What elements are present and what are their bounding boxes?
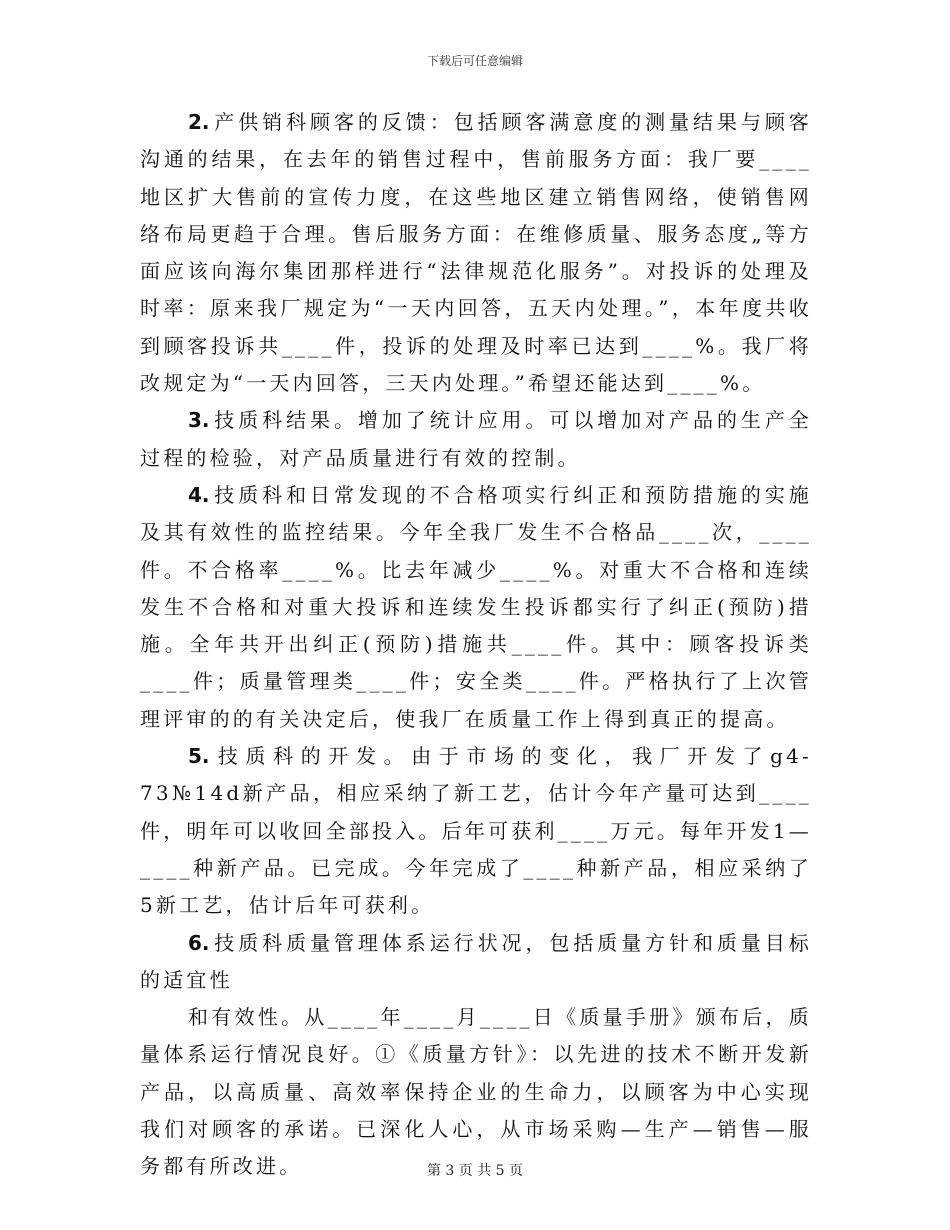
page-header: 下载后可任意编辑 <box>426 54 523 68</box>
paragraph-text: 技质科质量管理体系运行状况，包括质量方针和质量目标的适宜性 <box>140 930 812 992</box>
paragraph-text: 产供销科顾客的反馈：包括顾客满意度的测量结果与顾客沟通的结果，在去年的销售过程中，售前服务方面：我厂要____地区扩大售前的宣传力度，在这些地区建立销售网络，使销售网络布局更趋于合理。售后服务方面：在维修质量、服务态度„等方面应该向海尔集团那样进行“法律规范化服务”。对投诉的处理及时率：原来我厂规定为“一天内回答，五天内处理。”，本年度共收到顾客投诉共____件，投诉的处理及时率已达到____%。我厂将改规定为“一天内回答，三天内处理。”希望还能达到____%。 <box>140 110 812 396</box>
paragraph-number: 6. <box>188 930 210 955</box>
paragraph-6 <box>140 925 812 1000</box>
paragraph-3 <box>140 402 812 477</box>
paragraph-number: 5. <box>188 744 210 769</box>
paragraph-6-continued <box>140 999 812 1185</box>
paragraph-text: 和有效性。从____年____月____日《质量手册》颁布后，质量体系运行情况良好。①《质量方针》：以先进的技术不断开发新产品，以高质量、高效率保持企业的生命力，以顾客为中心实现我们对顾客的承诺。已深化人心，从市场采购—生产—销售—服务都有所改进。 <box>140 1005 812 1179</box>
paragraph-text: 技质科和日常发现的不合格项实行纠正和预防措施的实施及其有效性的监控结果。今年全我厂发生不合格品____次，____件。不合格率____%。比去年减少____%。对重大不合格和连续发生不合格和对重大投诉和连续发生投诉都实行了纠正(预防)措施。全年共开出纠正(预防)措施共____件。其中：顾客投诉类____件；质量管理类____件；安全类____件。严格执行了上次管理评审的的有关决定后，使我厂在质量工作上得到真正的提高。 <box>140 482 812 731</box>
paragraph-5 <box>140 738 812 924</box>
paragraph-number: 3. <box>188 408 210 433</box>
page-footer: 第 3 页 共 5 页 <box>426 1163 524 1179</box>
paragraph-4 <box>140 477 812 738</box>
paragraph-text: 技质科的开发。由于市场的变化，我厂开发了g4-73№14d新产品，相应采纳了新工艺，估计今年产量可达到____件，明年可以收回全部投入。后年可获利____万元。每年开发1—____种新产品。已完成。今年完成了____种新产品，相应采纳了5新工艺，估计后年可获利。 <box>140 744 812 918</box>
paragraph-number: 4. <box>188 482 210 507</box>
paragraph-text: 技质科结果。增加了统计应用。可以增加对产品的生产全过程的检验，对产品质量进行有效的控制。 <box>140 408 812 470</box>
paragraph-number: 2. <box>188 110 210 134</box>
paragraph-2 <box>140 104 812 402</box>
document-body <box>140 104 812 1186</box>
